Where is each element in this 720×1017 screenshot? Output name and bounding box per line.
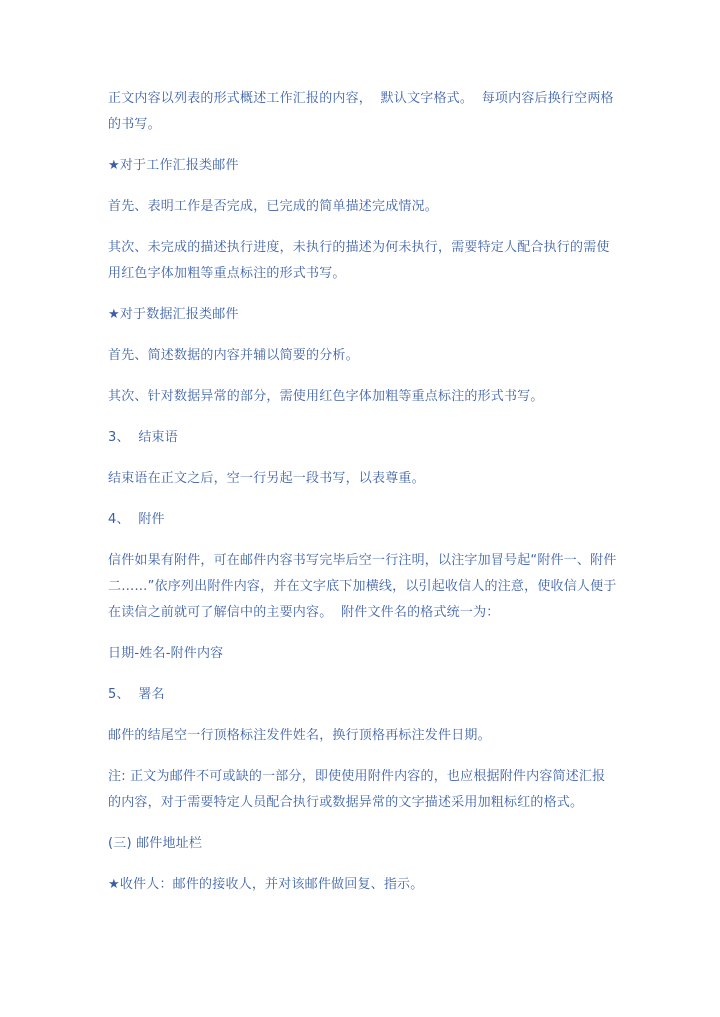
heading-address-bar: (三) 邮件地址栏 [108, 836, 203, 851]
paragraph-intro: 正文内容以列表的形式概述工作汇报的内容， 默认文字格式。 每项内容后换行空两格的书写。 [108, 91, 614, 132]
heading-signature: 5、 署名 [108, 687, 165, 702]
paragraph-work-second: 其次、未完成的描述执行进度，未执行的描述为何未执行，需要特定人配合执行的需使用红色字体加粗等重点标注的形式书写。 [108, 240, 610, 281]
document-body [108, 86, 618, 913]
paragraph-attachment-format: 日期-姓名-附件内容 [108, 646, 224, 661]
paragraph-signature: 邮件的结尾空一行顶格标注发件姓名，换行顶格再标注发件日期。 [108, 728, 491, 743]
heading-attachment: 4、 附件 [108, 512, 165, 527]
heading-closing: 3、 结束语 [108, 430, 178, 445]
paragraph-note: 注: 正文为邮件不可或缺的一部分，即使使用附件内容的，也应根据附件内容简述汇报的内容，对于需要特定人员配合执行或数据异常的文字描述采用加粗标红的格式。 [108, 769, 606, 810]
paragraph-data-first: 首先、简述数据的内容并辅以简要的分析。 [108, 348, 359, 363]
paragraph-work-first: 首先、表明工作是否完成，已完成的简单描述完成情况。 [108, 199, 439, 214]
paragraph-attachment: 信件如果有附件，可在邮件内容书写完毕后空一行注明，以注字加冒号起“附件一、附件二……”依序列出附件内容，并在文字底下加横线，以引起收信人的注意，使收信人便于在读信之前就可了解信中的主要内容。 附件文件名的格式统一为： [108, 553, 617, 620]
paragraph-closing: 结束语在正文之后，空一行另起一段书写，以表尊重。 [108, 471, 425, 486]
heading-work-report: ★对于工作汇报类邮件 [108, 158, 239, 173]
paragraph-recipient: ★收件人：邮件的接收人，并对该邮件做回复、指示。 [108, 877, 424, 892]
heading-data-report: ★对于数据汇报类邮件 [108, 307, 239, 322]
paragraph-data-second: 其次、针对数据异常的部分，需使用红色字体加粗等重点标注的形式书写。 [108, 389, 544, 404]
